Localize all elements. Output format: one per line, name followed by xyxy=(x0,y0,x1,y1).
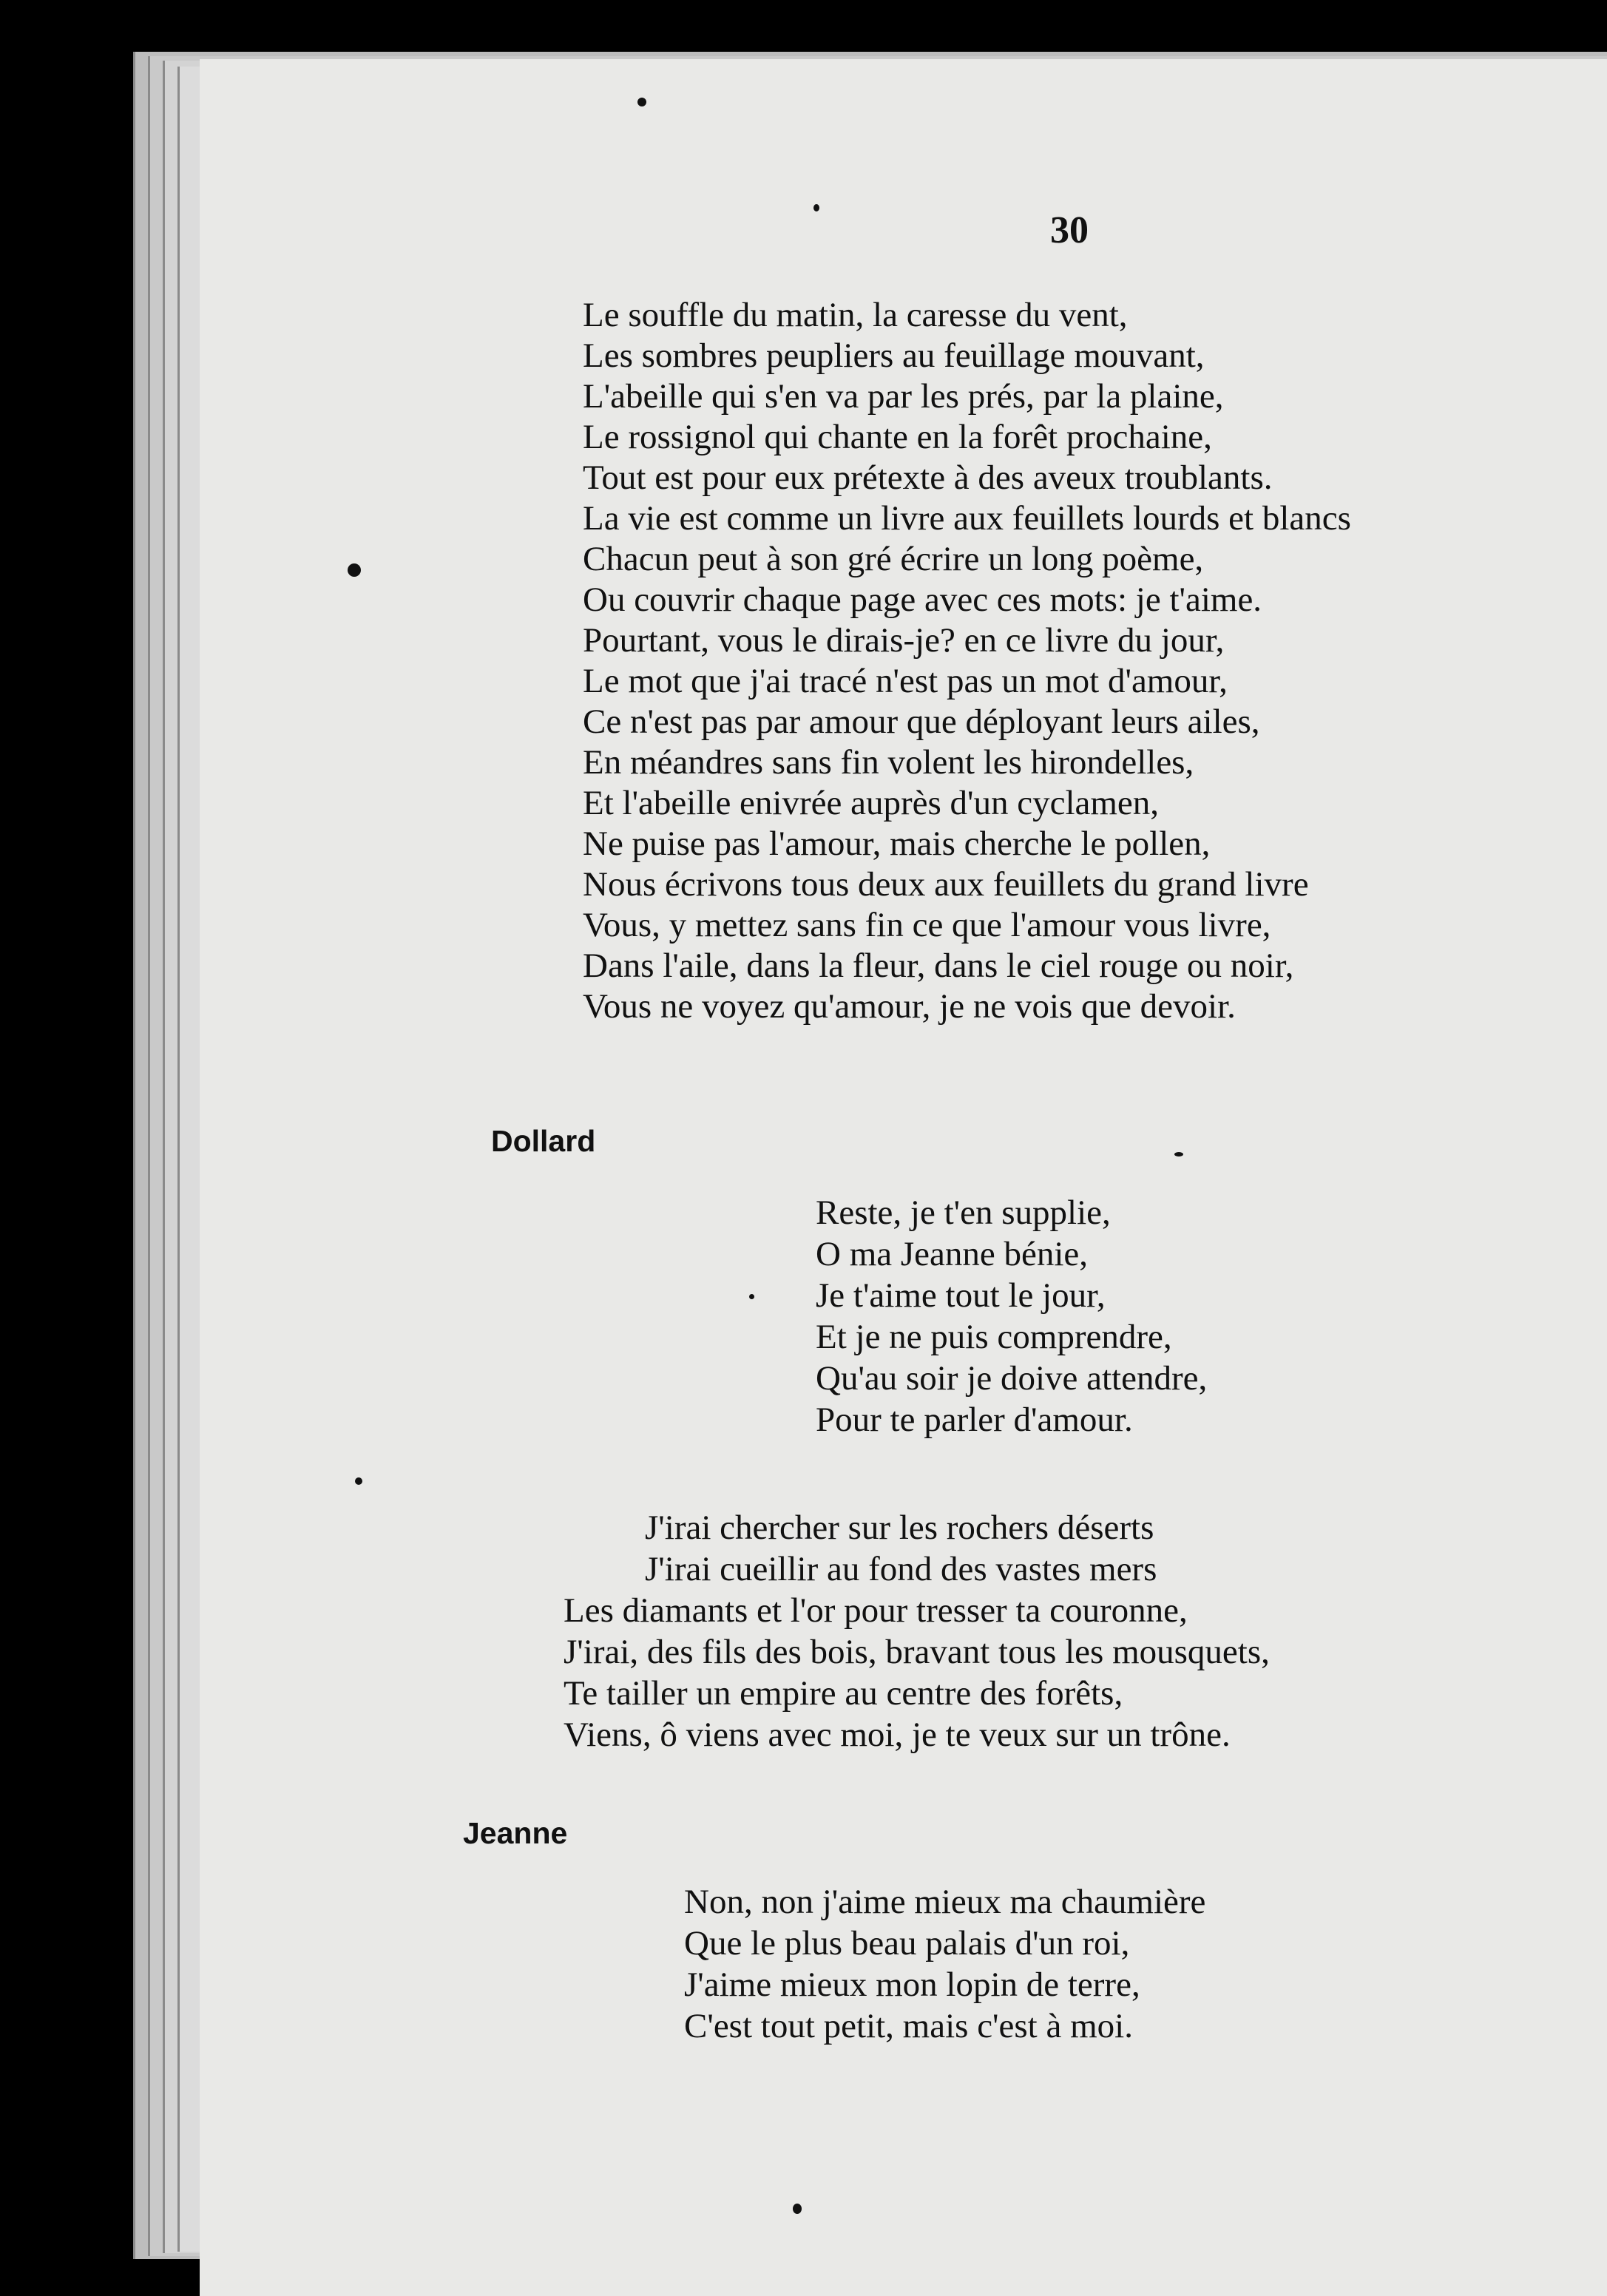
speaker-name: Jeanne xyxy=(463,1816,568,1850)
verse-line: Et je ne puis comprendre, xyxy=(816,1318,1172,1356)
verse-line: Je t'aime tout le jour, xyxy=(816,1276,1106,1315)
verse-line: O ma Jeanne bénie, xyxy=(816,1235,1089,1273)
verse-line: Les sombres peupliers au feuillage mouvant, xyxy=(583,336,1205,375)
verse-line: Vous ne voyez qu'amour, je ne vois que devoir. xyxy=(583,987,1236,1026)
verse-line: Et l'abeille enivrée auprès d'un cyclamen, xyxy=(583,784,1160,822)
scan-speck xyxy=(749,1294,754,1299)
verse-line: Le souffle du matin, la caresse du vent, xyxy=(583,296,1128,334)
verse-line: Reste, je t'en supplie, xyxy=(816,1193,1111,1232)
verse-line: Pour te parler d'amour. xyxy=(816,1401,1133,1439)
verse-line: Non, non j'aime mieux ma chaumière xyxy=(684,1883,1206,1921)
verse-line: Viens, ô viens avec moi, je te veux sur un trône. xyxy=(564,1716,1231,1754)
scan-speck xyxy=(348,563,361,577)
verse-line: Que le plus beau palais d'un roi, xyxy=(684,1924,1130,1963)
scan-speck xyxy=(355,1477,362,1485)
verse-line: Les diamants et l'or pour tresser ta couronne, xyxy=(564,1591,1188,1630)
verse-line: Ou couvrir chaque page avec ces mots: je t'aime. xyxy=(583,580,1262,619)
verse-line: C'est tout petit, mais c'est à moi. xyxy=(684,2007,1133,2045)
verse-line: J'irai chercher sur les rochers déserts xyxy=(645,1508,1154,1547)
verse-line: Pourtant, vous le dirais-je? en ce livre du jour, xyxy=(583,621,1225,660)
verse-line: Qu'au soir je doive attendre, xyxy=(816,1359,1208,1398)
verse-line: Ne puise pas l'amour, mais cherche le pollen, xyxy=(583,824,1211,863)
verse-line: Nous écrivons tous deux aux feuillets du grand livre xyxy=(583,865,1309,904)
verse-line: J'irai, des fils des bois, bravant tous les mousquets, xyxy=(564,1633,1270,1671)
verse-line: La vie est comme un livre aux feuillets lourds et blancs xyxy=(583,499,1351,538)
verse-line: Te tailler un empire au centre des forêts, xyxy=(564,1674,1123,1713)
scan-speck xyxy=(637,98,646,106)
verse-line: Ce n'est pas par amour que déployant leurs ailes, xyxy=(583,702,1260,741)
verse-line: Dans l'aile, dans la fleur, dans le ciel rouge ou noir, xyxy=(583,946,1294,985)
verse-line: Le rossignol qui chante en la forêt prochaine, xyxy=(583,418,1212,456)
verse-line: J'aime mieux mon lopin de terre, xyxy=(684,1965,1140,2004)
scan-speck xyxy=(793,2204,802,2214)
verse-line: Le mot que j'ai tracé n'est pas un mot d'amour, xyxy=(583,662,1228,700)
scan-speck xyxy=(1174,1152,1183,1157)
verse-line: En méandres sans fin volent les hirondelles, xyxy=(583,743,1194,782)
verse-line: Tout est pour eux prétexte à des aveux troublants. xyxy=(583,458,1273,497)
verse-line: J'irai cueillir au fond des vastes mers xyxy=(645,1550,1157,1588)
verse-line: L'abeille qui s'en va par les prés, par la plaine, xyxy=(583,377,1224,416)
verse-line: Vous, y mettez sans fin ce que l'amour vous livre, xyxy=(583,906,1271,944)
page-number: 30 xyxy=(1050,209,1089,251)
speaker-name: Dollard xyxy=(491,1124,596,1158)
verse-line: Chacun peut à son gré écrire un long poème, xyxy=(583,540,1204,578)
scan-speck xyxy=(813,204,819,211)
